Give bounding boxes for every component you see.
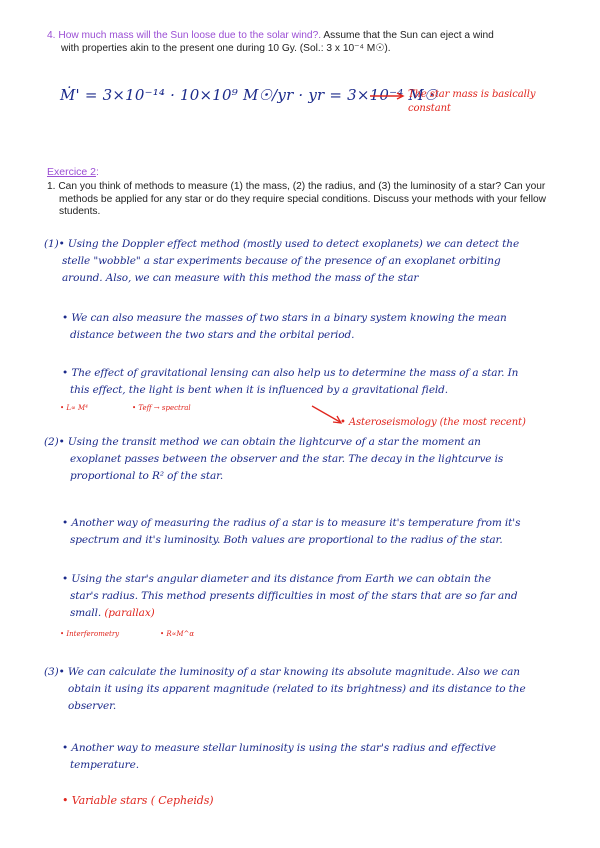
q4-question: How much mass will the Sun loose due to the solar wind?. xyxy=(58,30,322,41)
question-4 xyxy=(47,30,567,55)
answer-luminosity-radius xyxy=(62,740,592,774)
note-parallax: (parallax) xyxy=(104,607,155,619)
answer-line: • Another way of measuring the radius of a star is to measure it's temperature from it's xyxy=(62,517,521,529)
exercise-2-q1-line1: 1. Can you think of methods to measure (1) the mass, (2) the radius, and (3) the luminosity of a star? Can your xyxy=(47,181,546,192)
arrow-down-right-icon xyxy=(310,404,344,426)
note-radius-mass: • R∝M^α xyxy=(160,630,195,638)
answer-line: • The effect of gravitational lensing can also help us to determine the mass of a star. In xyxy=(62,367,519,379)
note-teff-spectral: • Teff → spectral xyxy=(132,404,191,412)
answer-line: small. xyxy=(70,607,102,619)
formula-note-line2: constant xyxy=(408,103,451,114)
q4-number: 4. xyxy=(47,30,56,41)
formula-note xyxy=(408,88,535,116)
formula-note-line1: The star mass is basically xyxy=(408,89,536,100)
answer-line: observer. xyxy=(68,700,117,712)
answer-mass-doppler xyxy=(44,236,584,287)
answer-line: • Another way to measure stellar luminosity is using the star's radius and effective xyxy=(62,742,496,754)
q4-rest-line1: Assume that the Sun can eject a wind xyxy=(323,30,494,41)
answer-line: proportional to R² of the star. xyxy=(70,470,224,482)
exercise-2-q1-line3: students. xyxy=(59,206,101,217)
note-interferometry: • Interferometry xyxy=(60,630,120,638)
answer-line: around. Also, we can measure with this method the mass of the star xyxy=(62,272,419,284)
note-luminosity-mass: • L∝ M⁴ xyxy=(60,404,88,412)
exercise-2-q1-line2: methods be applied for any star or do they require special conditions. Discuss your methods with your fellow xyxy=(59,193,546,205)
answer-line: (3)• We can calculate the luminosity of a star knowing its absolute magnitude. Also we can xyxy=(44,666,520,678)
answer-line: this effect, the light is bent when it is influenced by a gravitational field. xyxy=(70,384,449,396)
answer-variable-stars: • Variable stars ( Cepheids) xyxy=(62,794,214,807)
answer-radius-angular xyxy=(62,571,592,622)
answer-luminosity-magnitude xyxy=(44,664,589,715)
exercise-2-question xyxy=(47,181,587,219)
answer-mass-binary xyxy=(62,310,582,344)
exercise-2-heading xyxy=(47,162,99,180)
answer-line: spectrum and it's luminosity. Both values are proportional to the radius of the star. xyxy=(70,534,503,546)
answer-line: stelle "wobble" a star experiments because of the presence of an exoplanet orbiting xyxy=(62,255,501,267)
answer-line: • We can also measure the masses of two stars in a binary system knowing the mean xyxy=(62,312,507,324)
answer-line: obtain it using its apparent magnitude (related to its brightness) and its distance to the xyxy=(68,683,526,695)
exercise-2-colon: : xyxy=(96,166,99,178)
arrow-right-icon xyxy=(370,92,406,100)
answer-line: (1)• Using the Doppler effect method (mostly used to detect exoplanets) we can detect the xyxy=(44,238,520,250)
answer-line: star's radius. This method presents difficulties in most of the stars that are so far and xyxy=(70,590,518,602)
answer-line: (2)• Using the transit method we can obtain the lightcurve of a star the moment an xyxy=(44,436,481,448)
answer-radius-transit xyxy=(44,434,589,485)
answer-line: temperature. xyxy=(70,759,139,771)
answer-mass-lensing xyxy=(62,365,582,399)
note-asteroseismology: • Asteroseismology (the most recent) xyxy=(340,417,526,428)
answer-radius-temperature xyxy=(62,515,592,549)
answer-line: • Using the star's angular diameter and its distance from Earth we can obtain the xyxy=(62,573,491,585)
q4-rest-line2: with properties akin to the present one during 10 Gy. (Sol.: 3 x 10⁻⁴ M☉). xyxy=(61,42,391,54)
exercise-2-title: Exercice 2 xyxy=(47,166,97,178)
answer-line: distance between the two stars and the orbital period. xyxy=(70,329,355,341)
mass-loss-formula: Ṁ' = 3×10⁻¹⁴ · 10×10⁹ M☉/yr · yr = 3×10⁻⁴ M☉ xyxy=(60,86,438,104)
answer-line: exoplanet passes between the observer and the star. The decay in the lightcurve is xyxy=(70,453,504,465)
